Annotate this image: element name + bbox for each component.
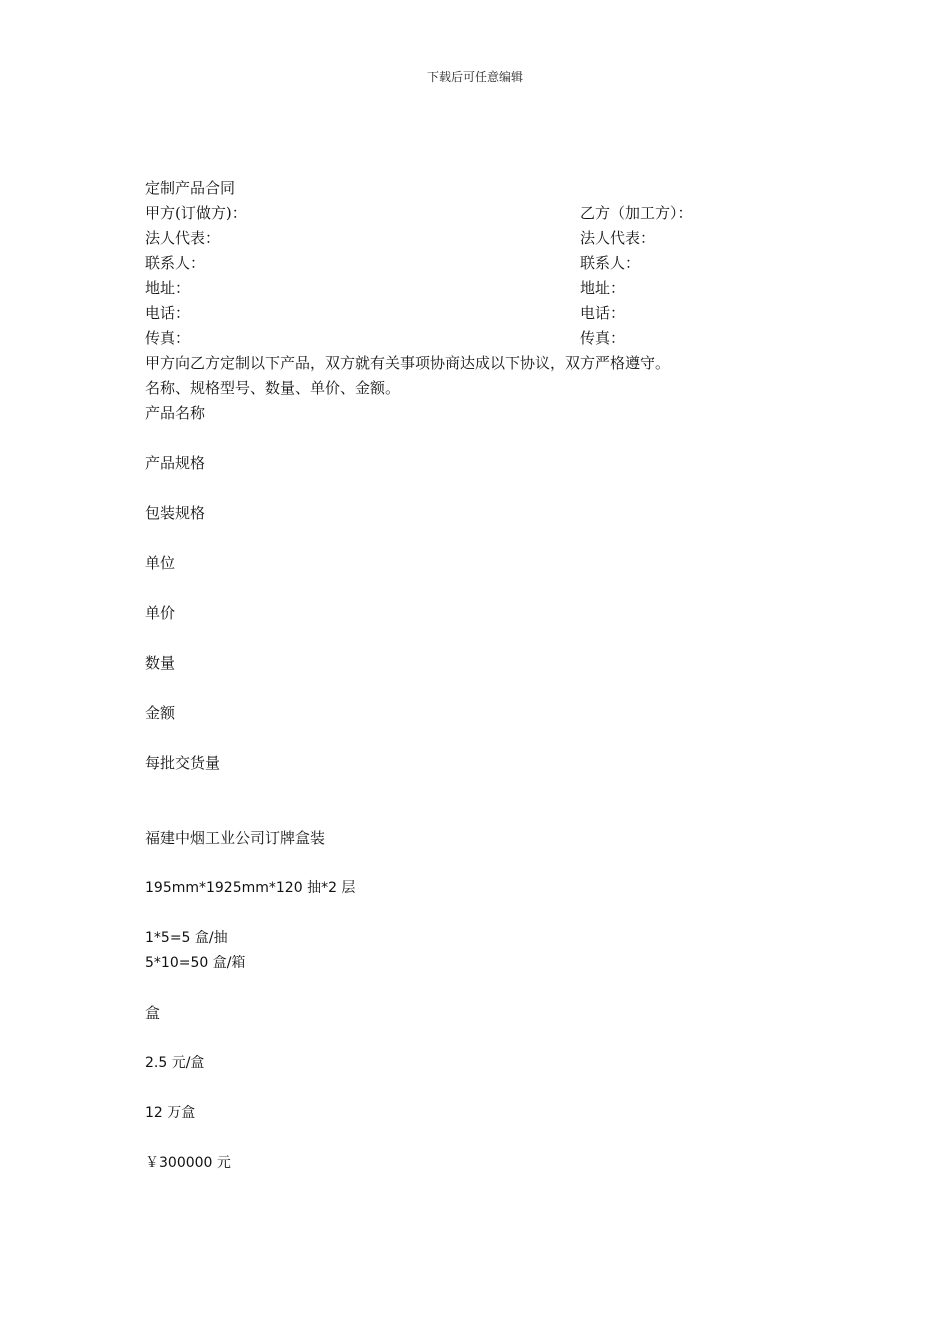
field-unit: 单位 [145, 554, 176, 572]
field-amount: 金额 [145, 704, 176, 722]
party-a-phone: 电话： [145, 304, 191, 322]
value-unit: 盒 [145, 1004, 161, 1022]
intro-paragraph: 甲方向乙方定制以下产品，双方就有关事项协商达成以下协议，双方严格遵守。 [145, 354, 671, 372]
party-row-legal-rep [145, 226, 825, 251]
party-row-party [145, 201, 825, 226]
party-b-fax: 传真： [580, 329, 626, 347]
party-b-label: 乙方（加工方）： [580, 204, 693, 222]
clause-one: 名称、规格型号、数量、单价、金额。 [145, 379, 401, 397]
document-title: 定制产品合同 [145, 179, 236, 197]
field-unit-price: 单价 [145, 604, 176, 622]
field-package-spec: 包装规格 [145, 504, 206, 522]
value-quantity: 12 万盒 [145, 1105, 196, 1121]
party-b-contact: 联系人： [580, 254, 641, 272]
party-row-address [145, 276, 825, 301]
field-quantity: 数量 [145, 654, 176, 672]
party-b-address: 地址： [580, 279, 626, 297]
value-product-spec: 195mm*1925mm*120 抽*2 层 [145, 880, 356, 896]
party-row-contact [145, 251, 825, 276]
party-a-label: 甲方(订做方)： [145, 204, 247, 222]
field-product-name: 产品名称 [145, 404, 206, 422]
value-package-line1: 1*5=5 盒/抽 [145, 930, 228, 946]
party-a-fax: 传真： [145, 329, 191, 347]
contract-document [145, 176, 825, 1176]
value-package-line2: 5*10=50 盒/箱 [145, 955, 246, 971]
party-row-fax [145, 326, 825, 351]
value-unit-price: 2.5 元/盒 [145, 1055, 205, 1071]
party-b-phone: 电话： [580, 304, 626, 322]
party-a-address: 地址： [145, 279, 191, 297]
field-batch-qty: 每批交货量 [145, 754, 221, 772]
header-note: 下载后可任意编辑 [426, 70, 523, 84]
field-product-spec: 产品规格 [145, 454, 206, 472]
value-amount: ￥300000 元 [145, 1155, 231, 1171]
party-a-legal-rep: 法人代表： [145, 229, 221, 247]
party-a-contact: 联系人： [145, 254, 206, 272]
value-product-name: 福建中烟工业公司订牌盒装 [145, 829, 326, 847]
party-row-phone [145, 301, 825, 326]
party-b-legal-rep: 法人代表： [580, 229, 656, 247]
